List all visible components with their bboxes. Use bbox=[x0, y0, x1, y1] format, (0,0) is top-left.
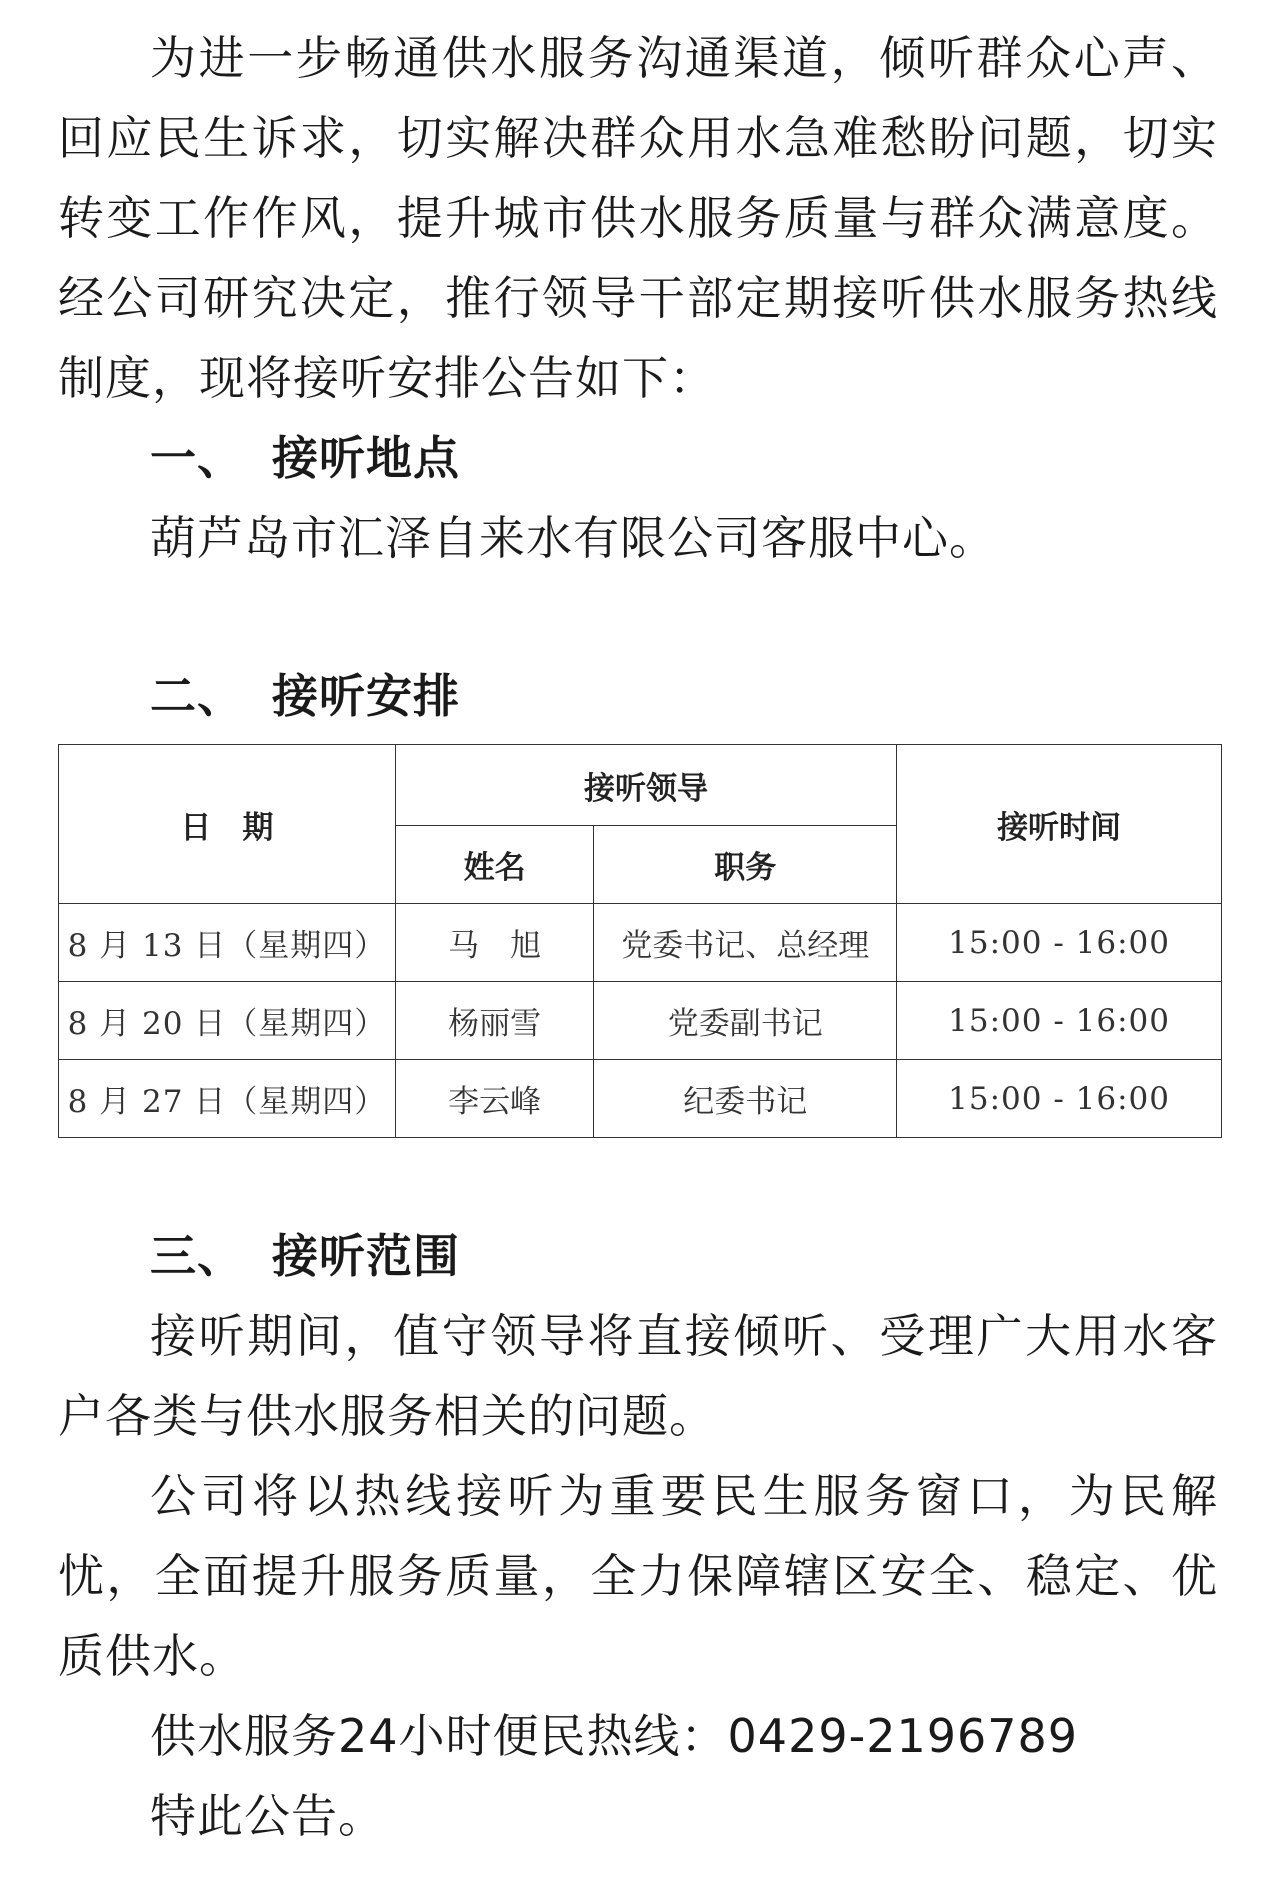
section-3-title: 接听范围 bbox=[272, 1229, 460, 1283]
table-header-row bbox=[59, 745, 1222, 826]
section-2-number: 二、 bbox=[150, 669, 244, 723]
cell-name: 马 旭 bbox=[395, 904, 594, 982]
table-row bbox=[59, 1060, 1222, 1138]
header-leader: 接听领导 bbox=[395, 745, 896, 826]
cell-name: 杨丽雪 bbox=[395, 982, 594, 1060]
cell-name: 李云峰 bbox=[395, 1060, 594, 1138]
notice-document bbox=[58, 18, 1218, 1856]
spacer bbox=[58, 1138, 1218, 1216]
section-3-heading bbox=[58, 1216, 1218, 1296]
section-2-title: 接听安排 bbox=[272, 669, 460, 723]
schedule-table bbox=[58, 744, 1222, 1138]
cell-time: 15:00 - 16:00 bbox=[897, 904, 1222, 982]
section-1-title: 接听地点 bbox=[272, 431, 460, 485]
cell-date: 8 月 20 日（星期四） bbox=[59, 982, 396, 1060]
cell-date: 8 月 13 日（星期四） bbox=[59, 904, 396, 982]
intro-paragraph: 为进一步畅通供水服务沟通渠道，倾听群众心声、回应民生诉求，切实解决群众用水急难愁盼问题，切实转变工作作风，提升城市供水服务质量与群众满意度。经公司研究决定，推行领导干部定期接听供水服务热线制度，现将接听安排公告如下： bbox=[58, 31, 1218, 405]
table-row bbox=[59, 904, 1222, 982]
cell-date: 8 月 27 日（星期四） bbox=[59, 1060, 396, 1138]
section-3-body-2: 公司将以热线接听为重要民生服务窗口，为民解忧，全面提升服务质量，全力保障辖区安全、稳定、优质供水。 bbox=[58, 1469, 1218, 1683]
header-date: 日 期 bbox=[59, 745, 396, 904]
section-2-heading bbox=[58, 656, 1218, 736]
header-position: 职务 bbox=[594, 826, 897, 904]
table-row bbox=[59, 982, 1222, 1060]
section-1-heading bbox=[58, 418, 1218, 498]
closing-line: 特此公告。 bbox=[150, 1789, 385, 1843]
hotline-line: 供水服务24小时便民热线：0429-2196789 bbox=[150, 1709, 1079, 1763]
cell-time: 15:00 - 16:00 bbox=[897, 1060, 1222, 1138]
header-time: 接听时间 bbox=[897, 745, 1222, 904]
cell-time: 15:00 - 16:00 bbox=[897, 982, 1222, 1060]
cell-position: 党委书记、总经理 bbox=[594, 904, 897, 982]
section-3-number: 三、 bbox=[150, 1229, 244, 1283]
cell-position: 纪委书记 bbox=[594, 1060, 897, 1138]
section-1-number: 一、 bbox=[150, 431, 244, 485]
header-name: 姓名 bbox=[395, 826, 594, 904]
section-3-body-1: 接听期间，值守领导将直接倾听、受理广大用水客户各类与供水服务相关的问题。 bbox=[58, 1309, 1218, 1443]
cell-position: 党委副书记 bbox=[594, 982, 897, 1060]
section-1-body: 葫芦岛市汇泽自来水有限公司客服中心。 bbox=[150, 511, 996, 565]
spacer bbox=[58, 578, 1218, 656]
